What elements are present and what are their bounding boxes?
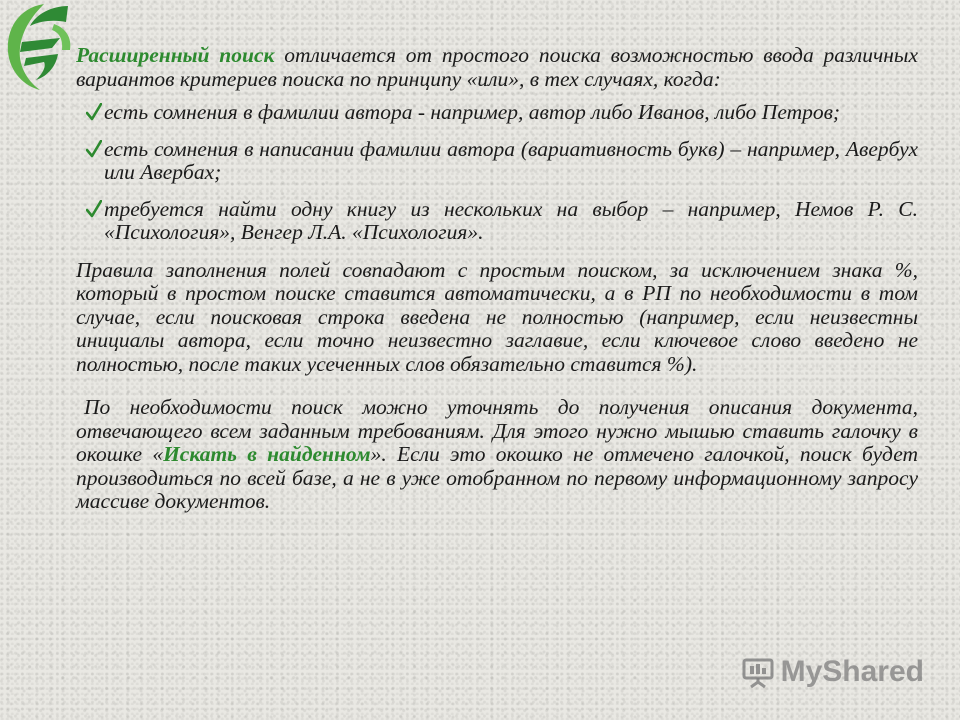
list-item-text: есть сомнения в фамилии автора - например, автор либо Иванов, либо Петров; (104, 100, 841, 124)
refine-text-after: ». Если это окошко не отмечено галочкой, поиск будет производиться по всей базе, а не в уже отобранном по первому информационному запросу массиве документов. (76, 442, 918, 513)
list-item (76, 101, 918, 125)
intro-text: отличается от простого поиска возможностью ввода различных вариантов критериев поиска по принципу «или», в тех случаях, когда: (76, 43, 918, 91)
list-item (76, 198, 918, 245)
intro-paragraph (76, 44, 918, 91)
presentation-icon (741, 655, 775, 689)
logo-icon (0, 0, 78, 92)
list-item-text: есть сомнения в написании фамилии автора (вариативность букв) – например, Авербух или Авербах; (104, 136, 918, 184)
refine-text-before: По необходимости поиск можно уточнять до получения описания документа, отвечающего всем заданным требованиям. Для этого нужно мышью ставить галочку в окошке « (76, 395, 918, 466)
slide-content (76, 44, 918, 514)
refine-paragraph (76, 396, 918, 514)
checkmark-icon (86, 140, 102, 158)
checkmark-icon (86, 103, 102, 121)
watermark-text: MyShared (780, 655, 924, 688)
watermark (741, 650, 924, 694)
list-item-text: требуется найти одну книгу из нескольких на выбор – например, Немов Р. С. «Психология», Венгер Л.А. «Психология». (104, 196, 918, 244)
rules-paragraph: Правила заполнения полей совпадают с простым поиском, за исключением знака %, который в простом поиске ставится автоматически, а в РП по необходимости в том случае, если поисковая строка введена не полностью (например, если неизвестны инициалы автора, если точно неизвестно заглавие, если ключевое слово введено не полностью, после таких усеченных слов обязательно ставится %). (76, 257, 918, 376)
checkmark-icon (86, 200, 102, 218)
criteria-list (76, 101, 918, 245)
advanced-search-term: Расширенный поиск (76, 43, 275, 67)
search-in-found-term: Искать в найденном (163, 442, 371, 466)
list-item (76, 138, 918, 185)
